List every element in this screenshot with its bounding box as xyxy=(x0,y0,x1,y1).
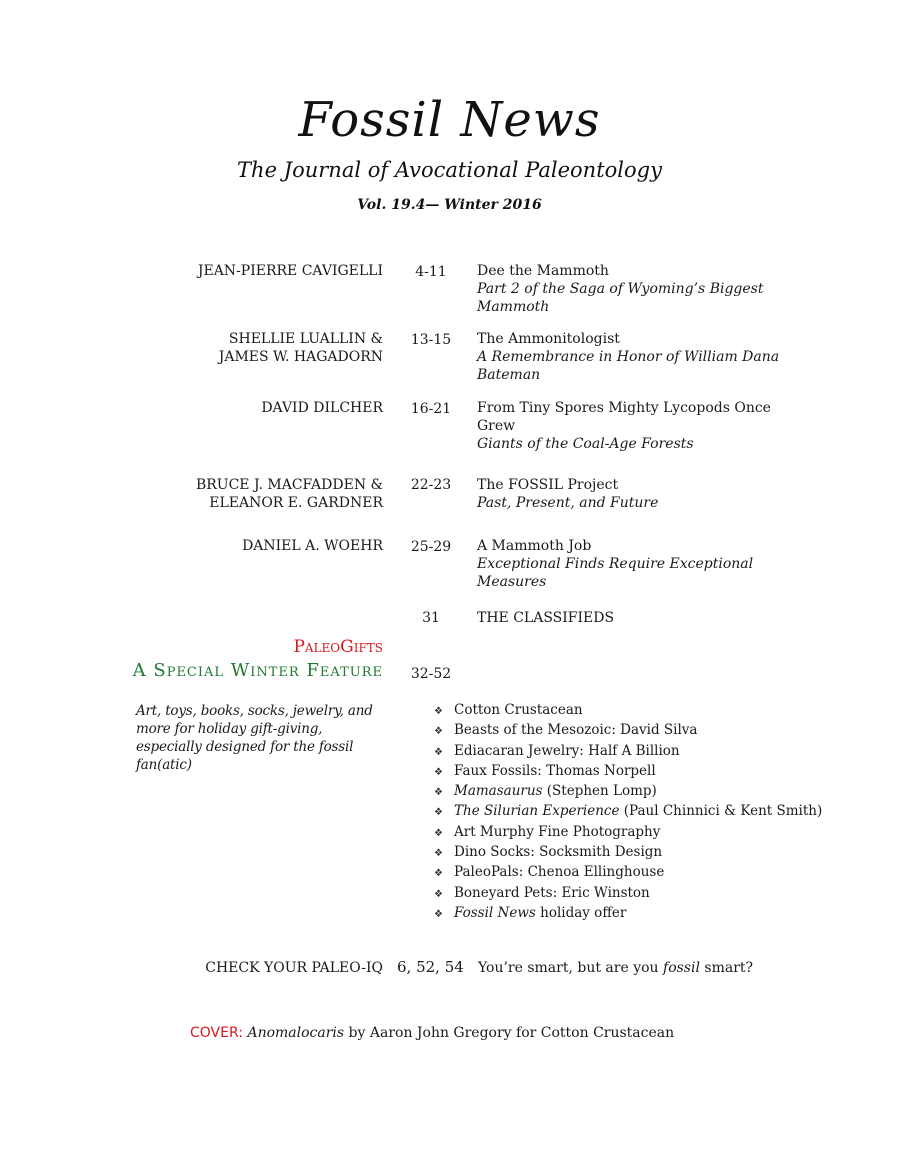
article-title: The FOSSIL Project xyxy=(477,477,619,493)
pages-fossil-project: 22-23 xyxy=(410,477,452,493)
bullet-icon: ❖ xyxy=(434,888,443,900)
pages-mammoth-job: 25-29 xyxy=(410,539,452,555)
journal-subtitle: The Journal of Avocational Paleontology xyxy=(237,158,662,182)
article-title: From Tiny Spores Mighty Lycopods Once Grew xyxy=(477,400,771,434)
article-subtitle: Exceptional Finds Require Exceptional Measures xyxy=(477,556,754,590)
list-item[interactable]: ❖ Art Murphy Fine Photography xyxy=(434,823,822,843)
list-item[interactable]: ❖ PaleoPals: Chenoa Ellinghouse xyxy=(434,863,822,883)
article-title: THE CLASSIFIEDS xyxy=(477,610,615,626)
article-title: The Ammonitologist xyxy=(477,331,620,347)
cover-credit: COVER: Anomalocaris by Aaron John Gregory for Cotton Crustacean xyxy=(190,1025,675,1041)
article-subtitle: Giants of the Coal-Age Forests xyxy=(477,436,694,452)
article-subtitle: Past, Present, and Future xyxy=(477,495,659,511)
author-macfadden-gardner: BRUCE J. MACFADDEN & ELEANOR E. GARDNER xyxy=(195,477,383,511)
bullet-icon: ❖ xyxy=(434,827,443,839)
paleoiq-label: CHECK YOUR PALEO-IQ xyxy=(205,960,383,976)
paleoiq-text[interactable]: You’re smart, but are you fossil smart? xyxy=(478,960,754,976)
pages-ammonitologist: 13-15 xyxy=(410,332,452,348)
bullet-icon: ❖ xyxy=(434,848,443,860)
paleogifts-list xyxy=(434,701,822,924)
list-item[interactable]: ❖ Mamasaurus (Stephen Lomp) xyxy=(434,782,822,802)
pages-paleogifts: 32-52 xyxy=(410,666,452,682)
list-item[interactable]: ❖ Fossil News holiday offer xyxy=(434,904,822,924)
bullet-icon: ❖ xyxy=(434,766,443,778)
list-item[interactable]: ❖ Dino Socks: Socksmith Design xyxy=(434,843,822,863)
list-item[interactable]: ❖ Boneyard Pets: Eric Winston xyxy=(434,884,822,904)
list-item[interactable]: ❖ Ediacaran Jewelry: Half A Billion xyxy=(434,742,822,762)
pages-lycopods: 16-21 xyxy=(410,401,452,417)
author-luallin-hagadorn: SHELLIE LUALLIN & JAMES W. HAGADORN xyxy=(218,331,383,365)
article-lycopods[interactable] xyxy=(477,399,772,453)
bullet-icon: ❖ xyxy=(434,807,443,819)
article-subtitle: A Remembrance in Honor of William Dana Bateman xyxy=(477,349,780,383)
list-item[interactable]: ❖ Beasts of the Mesozoic: David Silva xyxy=(434,721,822,741)
bullet-icon: ❖ xyxy=(434,787,443,799)
article-dee-mammoth[interactable] xyxy=(477,262,787,316)
article-subtitle: Part 2 of the Saga of Wyoming’s Biggest Mammoth xyxy=(477,281,764,315)
article-title: A Mammoth Job xyxy=(477,538,592,554)
paleogifts-subheading: A Special Winter Feature xyxy=(132,660,383,681)
article-fossil-project[interactable] xyxy=(477,476,787,512)
article-classifieds[interactable] xyxy=(477,609,787,627)
journal-title: Fossil News xyxy=(298,92,601,148)
bullet-icon: ❖ xyxy=(434,746,443,758)
author-cavigelli: JEAN-PIERRE CAVIGELLI xyxy=(197,263,383,279)
paleogifts-heading: PaleoGifts xyxy=(293,637,383,657)
article-mammoth-job[interactable] xyxy=(477,537,787,591)
paleogifts-description: Art, toys, books, socks, jewelry, and more for holiday gift-giving, especially designed for the fossil fan(atic) xyxy=(136,703,373,773)
list-item[interactable]: ❖ Cotton Crustacean xyxy=(434,701,822,721)
list-item[interactable]: ❖ The Silurian Experience (Paul Chinnici & Kent Smith) xyxy=(434,802,822,822)
bullet-icon: ❖ xyxy=(434,726,443,738)
pages-dee-mammoth: 4-11 xyxy=(415,264,447,280)
author-dilcher: DAVID DILCHER xyxy=(261,400,383,416)
bullet-icon: ❖ xyxy=(434,908,443,920)
author-woehr: DANIEL A. WOEHR xyxy=(242,538,383,554)
paleoiq-pages: 6, 52, 54 xyxy=(397,958,464,976)
cover-label: COVER: xyxy=(190,1025,243,1041)
list-item[interactable]: ❖ Faux Fossils: Thomas Norpell xyxy=(434,762,822,782)
article-ammonitologist[interactable] xyxy=(477,330,787,384)
bullet-icon: ❖ xyxy=(434,868,443,880)
bullet-icon: ❖ xyxy=(434,706,443,717)
issue-info: Vol. 19.4— Winter 2016 xyxy=(357,197,542,213)
article-title: Dee the Mammoth xyxy=(477,263,609,279)
pages-classifieds: 31 xyxy=(422,610,440,626)
